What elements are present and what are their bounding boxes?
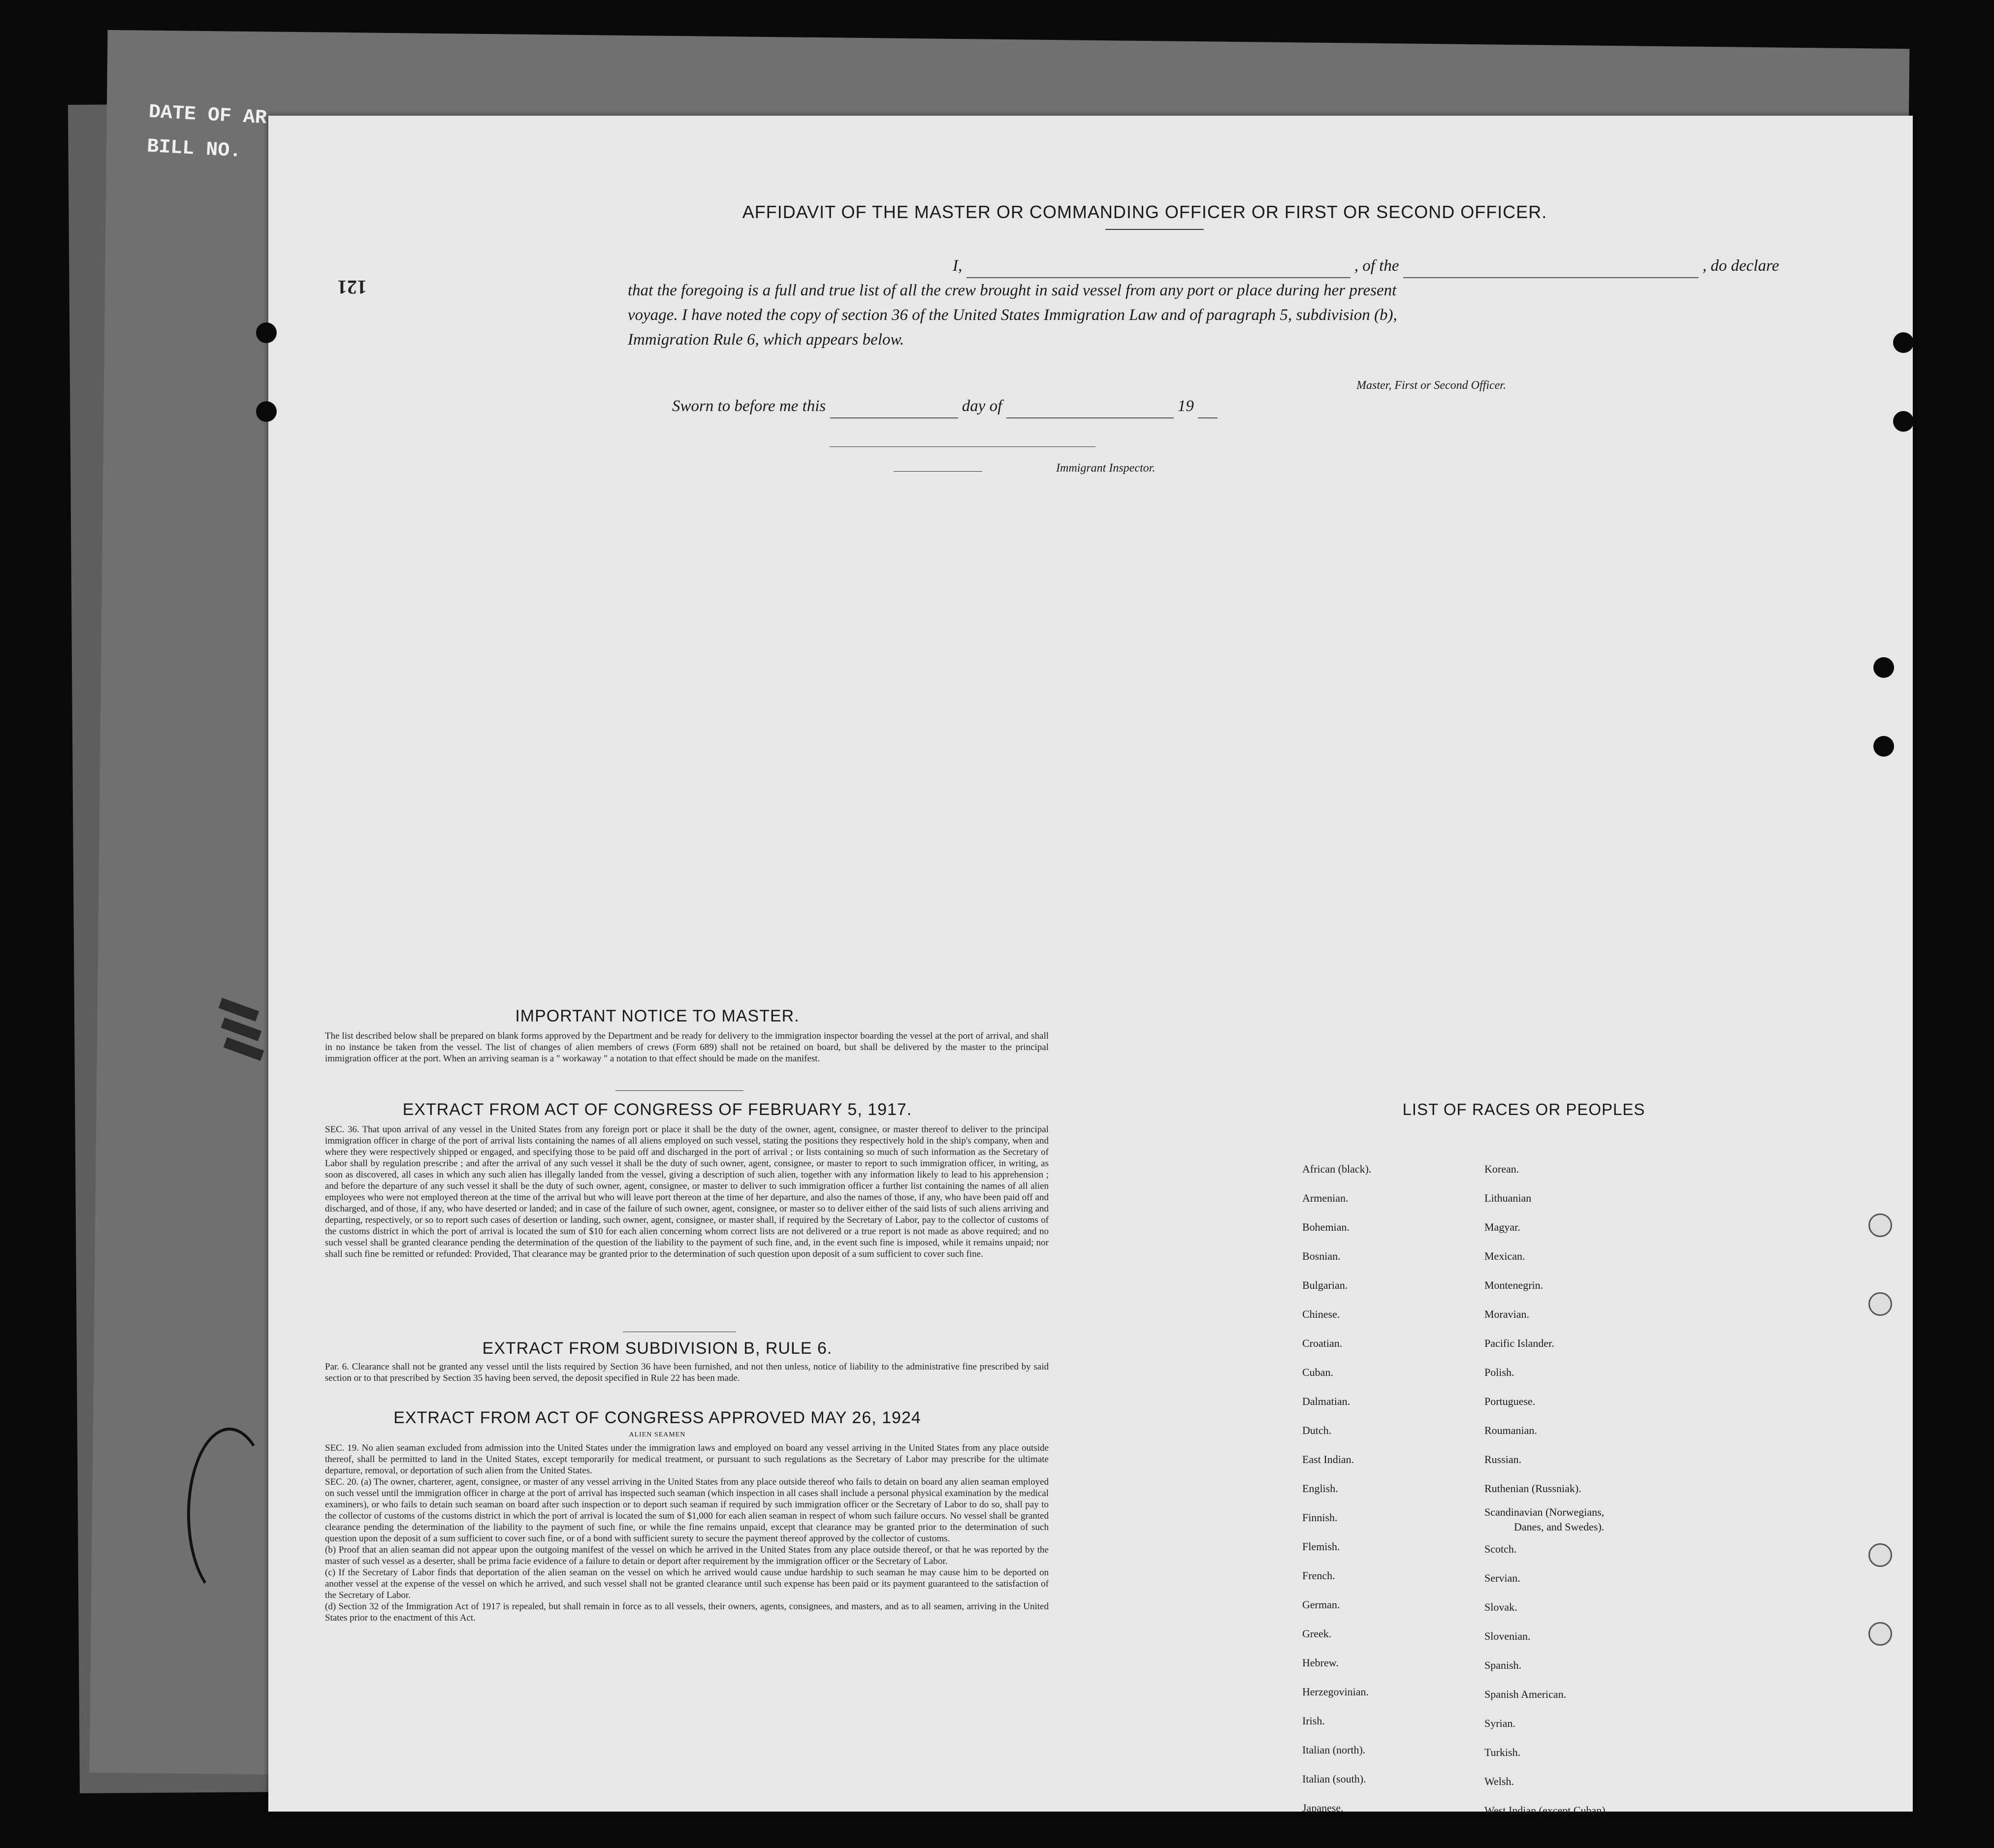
race-item: Chinese.	[1302, 1308, 1340, 1320]
race-item: Armenian.	[1302, 1192, 1349, 1204]
punch-hole	[1868, 1543, 1892, 1567]
race-item: Dalmatian.	[1302, 1395, 1351, 1407]
race-item: Irish.	[1302, 1715, 1325, 1727]
race-item: East Indian.	[1302, 1453, 1354, 1466]
race-item: Syrian.	[1484, 1717, 1515, 1729]
race-item: Flemish.	[1302, 1540, 1340, 1553]
race-item: Scotch.	[1484, 1543, 1517, 1555]
race-item: Polish.	[1484, 1366, 1514, 1378]
extract-1924-text	[325, 1442, 1049, 1624]
race-item: Scandinavian (Norwegians,	[1484, 1506, 1605, 1518]
section-19: SEC. 19. No alien seaman excluded from admission into the United States under the immigration laws and employed on board any vessel arriving in the United States from any place outside thereof, shall be permitted to land in the United States, except temporarily for medical treatment, or pursuant to such regulations as the Secretary of Labor may prescribe for the ultimate departure, removal, or deportation of such alien from the United States.	[325, 1443, 1049, 1476]
race-item: Herzegovinian.	[1302, 1686, 1369, 1698]
inspector-signature-line	[894, 471, 982, 472]
section-20a: SEC. 20. (a) The owner, charterer, agent, consignee, or master of any vessel arriving in the United States from any place outside thereof who fails to detain on board any alien seaman employed on such vessel until the immigration officer in charge at the port of arrival has inspected such seaman (which inspection in all cases shall include a personal physical examination by the medical examiners), or who fails to detain such seaman on board after such inspection or to deport such seaman if required by such immigration officer or the Secretary of Labor to do so, shall pay to the collector of customs of the customs district in which the port of arrival is located the sum of $1,000 for each alien seaman in respect of whom such failure occurs. No vessel shall be granted clearance pending the determination of the liability to the payment of such fine, or while the fine remains unpaid, except that clearance may be granted prior to the determination of such question upon the deposit of a sum sufficient to cover such fine, or of a bond with sufficient surety to secure the payment thereof approved by the collector of customs.	[325, 1477, 1049, 1544]
race-item: Montenegrin.	[1484, 1279, 1544, 1291]
punch-hole	[1868, 1213, 1892, 1237]
inspector-caption: Immigrant Inspector.	[1056, 462, 1156, 475]
affidavit-title: AFFIDAVIT OF THE MASTER OR COMMANDING OFFICER OR FIRST OR SECOND OFFICER.	[742, 202, 1547, 222]
background-stamp: DATE OF AR BILL NO.	[146, 101, 267, 163]
race-item: Spanish American.	[1484, 1688, 1567, 1700]
divider	[1105, 229, 1204, 230]
punch-hole	[1868, 1622, 1892, 1646]
section-20d: (d) Section 32 of the Immigration Act of 1917 is repealed, but shall remain in force as to all vessels, their owners, agents, consignees, and masters, and as to all seamen, arriving in the United States prior to the enactment of this Act.	[325, 1601, 1049, 1623]
punch-hole	[1893, 411, 1914, 432]
notice-heading: IMPORTANT NOTICE TO MASTER.	[515, 1007, 800, 1025]
race-item: Dutch.	[1302, 1424, 1332, 1436]
punch-hole	[256, 401, 277, 422]
race-item: Croatian.	[1302, 1337, 1343, 1349]
divider	[615, 1090, 743, 1091]
race-item: Pacific Islander.	[1484, 1337, 1554, 1349]
punch-hole	[1868, 1292, 1892, 1316]
name-blank	[966, 260, 1351, 278]
month-blank	[1006, 401, 1174, 418]
affidavit-line: voyage. I have noted the copy of section 36 of the United States Immigration Law and of paragraph 5, subdivision (b),	[628, 306, 1397, 324]
race-item: Lithuanian	[1484, 1192, 1532, 1204]
inspector-signature-line	[830, 446, 1095, 447]
race-item: African (black).	[1302, 1163, 1372, 1175]
extract-rule6-text: Par. 6. Clearance shall not be granted any vessel until the lists required by Section 36 have been furnished, and not then unless, notice of liability to the administrative fine prescribed by said section or to that prescribed by Section 35 having been served, the deposit specified in Rule 22 has been made.	[325, 1362, 1049, 1383]
punch-hole	[1873, 736, 1894, 757]
handwritten-mark	[187, 1428, 272, 1601]
signature-caption: Master, First or Second Officer.	[1356, 379, 1506, 392]
punch-hole	[1873, 657, 1894, 678]
race-item: Russian.	[1484, 1453, 1522, 1466]
crew-list-form	[268, 116, 1913, 1816]
race-item: Finnish.	[1302, 1511, 1338, 1524]
punch-hole	[1893, 332, 1914, 353]
affidavit-line: Immigration Rule 6, which appears below.	[628, 331, 904, 349]
race-item: Spanish.	[1484, 1659, 1522, 1671]
sworn-line: Sworn to before me this day of 19	[672, 394, 1558, 418]
race-item: Bulgarian.	[1302, 1279, 1348, 1291]
race-item: English.	[1302, 1482, 1338, 1495]
day-blank	[830, 401, 958, 418]
races-column-right	[1484, 1154, 1608, 1825]
race-item: German.	[1302, 1598, 1340, 1611]
races-title: LIST OF RACES OR PEOPLES	[1402, 1100, 1645, 1118]
race-item: Italian (south).	[1302, 1773, 1366, 1785]
race-item: Mexican.	[1484, 1250, 1525, 1262]
race-item: Bohemian.	[1302, 1221, 1350, 1233]
race-item: Greek.	[1302, 1627, 1332, 1640]
race-item: French.	[1302, 1569, 1335, 1582]
race-item: Portuguese.	[1484, 1395, 1536, 1407]
race-item: Cuban.	[1302, 1366, 1333, 1378]
race-item: Moravian.	[1484, 1308, 1530, 1320]
section-20b: (b) Proof that an alien seaman did not appear upon the outgoing manifest of the vessel on which he arrived in the United States from any place outside thereof, or that he was reported by the master of such vessel as a deserter, shall be prima facie evidence of a failure to detain or deport after requirement by the immigration officer or the Secretary of Labor.	[325, 1545, 1049, 1566]
race-item: Magyar.	[1484, 1221, 1520, 1233]
race-item: Servian.	[1484, 1572, 1520, 1584]
race-item: Slovak.	[1484, 1601, 1517, 1613]
race-item: Hebrew.	[1302, 1657, 1339, 1669]
race-item: Bosnian.	[1302, 1250, 1341, 1262]
affidavit-first-line: I, , of the , do declare	[677, 254, 1859, 278]
punch-hole	[256, 322, 277, 343]
race-item: Slovenian.	[1484, 1630, 1531, 1642]
affidavit-line: that the foregoing is a full and true list of all the crew brought in said vessel from any port or place during her present	[628, 282, 1397, 299]
race-item: Roumanian.	[1484, 1424, 1537, 1436]
race-item: Turkish.	[1484, 1746, 1521, 1758]
section-20c: (c) If the Secretary of Labor finds that deportation of the alien seaman on the vessel on which he arrived would cause undue hardship to such seaman he may cause him to be deported on another vessel at the expense of the vessel on which he arrived, and such vessel shall not be granted clearance until such expense has been paid or its payment guaranteed to the satisfaction of the Secretary of Labor.	[325, 1567, 1049, 1600]
extract-1924-heading: EXTRACT FROM ACT OF CONGRESS APPROVED MAY 26, 1924	[393, 1408, 921, 1427]
year-blank	[1198, 401, 1218, 418]
races-column-left	[1302, 1154, 1371, 1822]
race-item: Italian (north).	[1302, 1744, 1366, 1756]
race-item: Ruthenian (Russniak).	[1484, 1482, 1581, 1495]
extract-1917-text: SEC. 36. That upon arrival of any vessel in the United States from any foreign port or place it shall be the duty of the owner, agent, consignee, or master thereof to deliver to the principal immigration officer in charge of the port of arrival lists containing the names of all aliens employed on such vessel, stating the positions they respectively hold in the ship's company, when and where they were respectively shipped or engaged, and specifying those to be paid off and discharged in the port of arrival ; or lists containing so much of such information as the Secretary of Labor shall by regulation prescribe ; and after the arrival of any such vessel it shall be the duty of such owner, agent, consignee, or master to report to such immigration officer, in writing, as soon as discovered, all cases in which any such alien has illegally landed from the vessel, giving a description of such alien, together with any information likely to lead to his apprehension ; and before the departure of any such vessel it shall be the duty of such owner, agent, consignee, or master to deliver to such immigration officer a further list containing the names of all alien employees who were not employed thereon at the time of the arrival but who will leave port thereon at the time of her departure, and also the names of those, if any, who have been paid off and discharged, and of those, if any, who have deserted or landed; and in case of the failure of such owner, agent, consignee, or master so to deliver either of the said lists of such aliens arriving and departing, respectively, or so to report such cases of desertion or landing, such owner, agent, consignee, or master shall, if required by the Secretary of Labor, pay to the collector of customs of the customs district in which the port of arrival is located the sum of $10 for each alien concerning whom correct lists are not delivered or a true report is not made as above required; and no such vessel shall be granted clearance pending the determination of the question of the liability to the payment of such fine, and, in the event such fine is imposed, while it remains unpaid; nor shall such fine be remitted or refunded: Provided, That clearance may be granted prior to the determination of such question upon deposit of a sum sufficient to cover such fine.	[325, 1124, 1049, 1259]
race-item: Korean.	[1484, 1163, 1519, 1175]
vessel-blank	[1403, 260, 1699, 278]
race-item: Welsh.	[1484, 1775, 1514, 1787]
extract-1917-heading: EXTRACT FROM ACT OF CONGRESS OF FEBRUARY 5, 1917.	[402, 1100, 912, 1119]
race-item: Danes, and Swedes).	[1514, 1521, 1605, 1533]
race-item: Japanese.	[1302, 1802, 1344, 1814]
alien-seamen-subheading: ALIEN SEAMEN	[629, 1431, 686, 1438]
extract-rule6-heading: EXTRACT FROM SUBDIVISION B, RULE 6.	[482, 1339, 833, 1358]
notice-text: The list described below shall be prepared on blank forms approved by the Department and be ready for delivery to the immigration inspector boarding the vessel at the port of arrival, and shall in no instance be taken from the vessel. The list of changes of alien members of crews (Form 689) shall not be retained on board, but shall be delivered by the master to the principal immigration officer at the port. When an arriving seaman is a " workaway " a notation to that effect should be made on the manifest.	[325, 1031, 1049, 1064]
page-number: 121	[337, 276, 367, 298]
race-item: West Indian (except Cuban).	[1484, 1804, 1608, 1816]
